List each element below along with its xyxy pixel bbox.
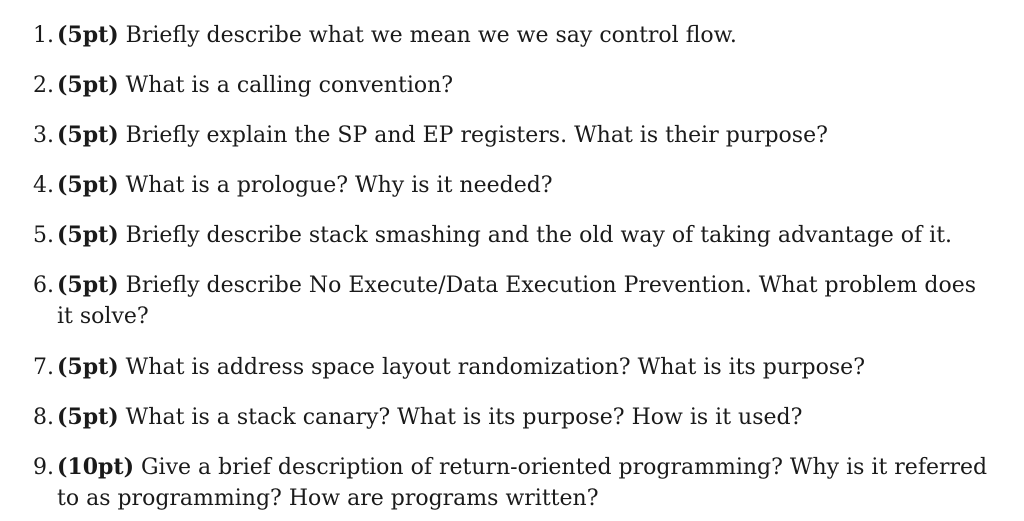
question-points: (5pt)	[57, 72, 119, 98]
question-points: (5pt)	[57, 354, 119, 380]
question-body	[57, 452, 998, 514]
question-number: 2.	[33, 73, 54, 98]
question-body	[57, 352, 998, 383]
question-points: (5pt)	[57, 404, 119, 430]
question-text: What is address space layout randomization? What is its purpose?	[125, 355, 865, 380]
question-text: Briefly explain the SP and EP registers. What is their purpose?	[125, 123, 828, 148]
question-item	[18, 270, 998, 332]
question-item	[18, 20, 998, 51]
question-body	[57, 270, 998, 332]
question-item	[18, 170, 998, 201]
question-text: Briefly describe No Execute/Data Execution Prevention. What problem does it solve?	[57, 273, 977, 329]
question-number: 1.	[33, 23, 54, 48]
question-text: Briefly describe stack smashing and the old way of taking advantage of it.	[125, 223, 953, 248]
question-points: (5pt)	[57, 122, 119, 148]
question-points: (5pt)	[57, 172, 119, 198]
question-points: (5pt)	[57, 272, 119, 298]
question-item	[18, 352, 998, 383]
question-item	[18, 220, 998, 251]
question-text: Briefly describe what we mean we we say control flow.	[125, 23, 737, 48]
question-points: (5pt)	[57, 222, 119, 248]
question-points: (5pt)	[57, 22, 119, 48]
question-item	[18, 402, 998, 433]
question-item	[18, 70, 998, 101]
question-body	[57, 402, 998, 433]
question-number: 9.	[33, 455, 54, 480]
question-points: (10pt)	[57, 454, 134, 480]
question-number: 4.	[33, 173, 54, 198]
question-body	[57, 120, 998, 151]
question-text: What is a calling convention?	[125, 73, 454, 98]
question-text: Give a brief description of return-oriented programming? Why is it referred to as programming? How are programs written?	[57, 455, 988, 511]
question-body	[57, 20, 998, 51]
question-body	[57, 70, 998, 101]
question-number: 6.	[33, 273, 54, 298]
question-number: 8.	[33, 405, 54, 430]
question-item	[18, 452, 998, 514]
question-item	[18, 120, 998, 151]
question-text: What is a prologue? Why is it needed?	[125, 173, 553, 198]
question-text: What is a stack canary? What is its purpose? How is it used?	[125, 405, 803, 430]
question-number: 5.	[33, 223, 54, 248]
question-number: 7.	[33, 355, 54, 380]
question-number: 3.	[33, 123, 54, 148]
question-body	[57, 170, 998, 201]
question-body	[57, 220, 998, 251]
